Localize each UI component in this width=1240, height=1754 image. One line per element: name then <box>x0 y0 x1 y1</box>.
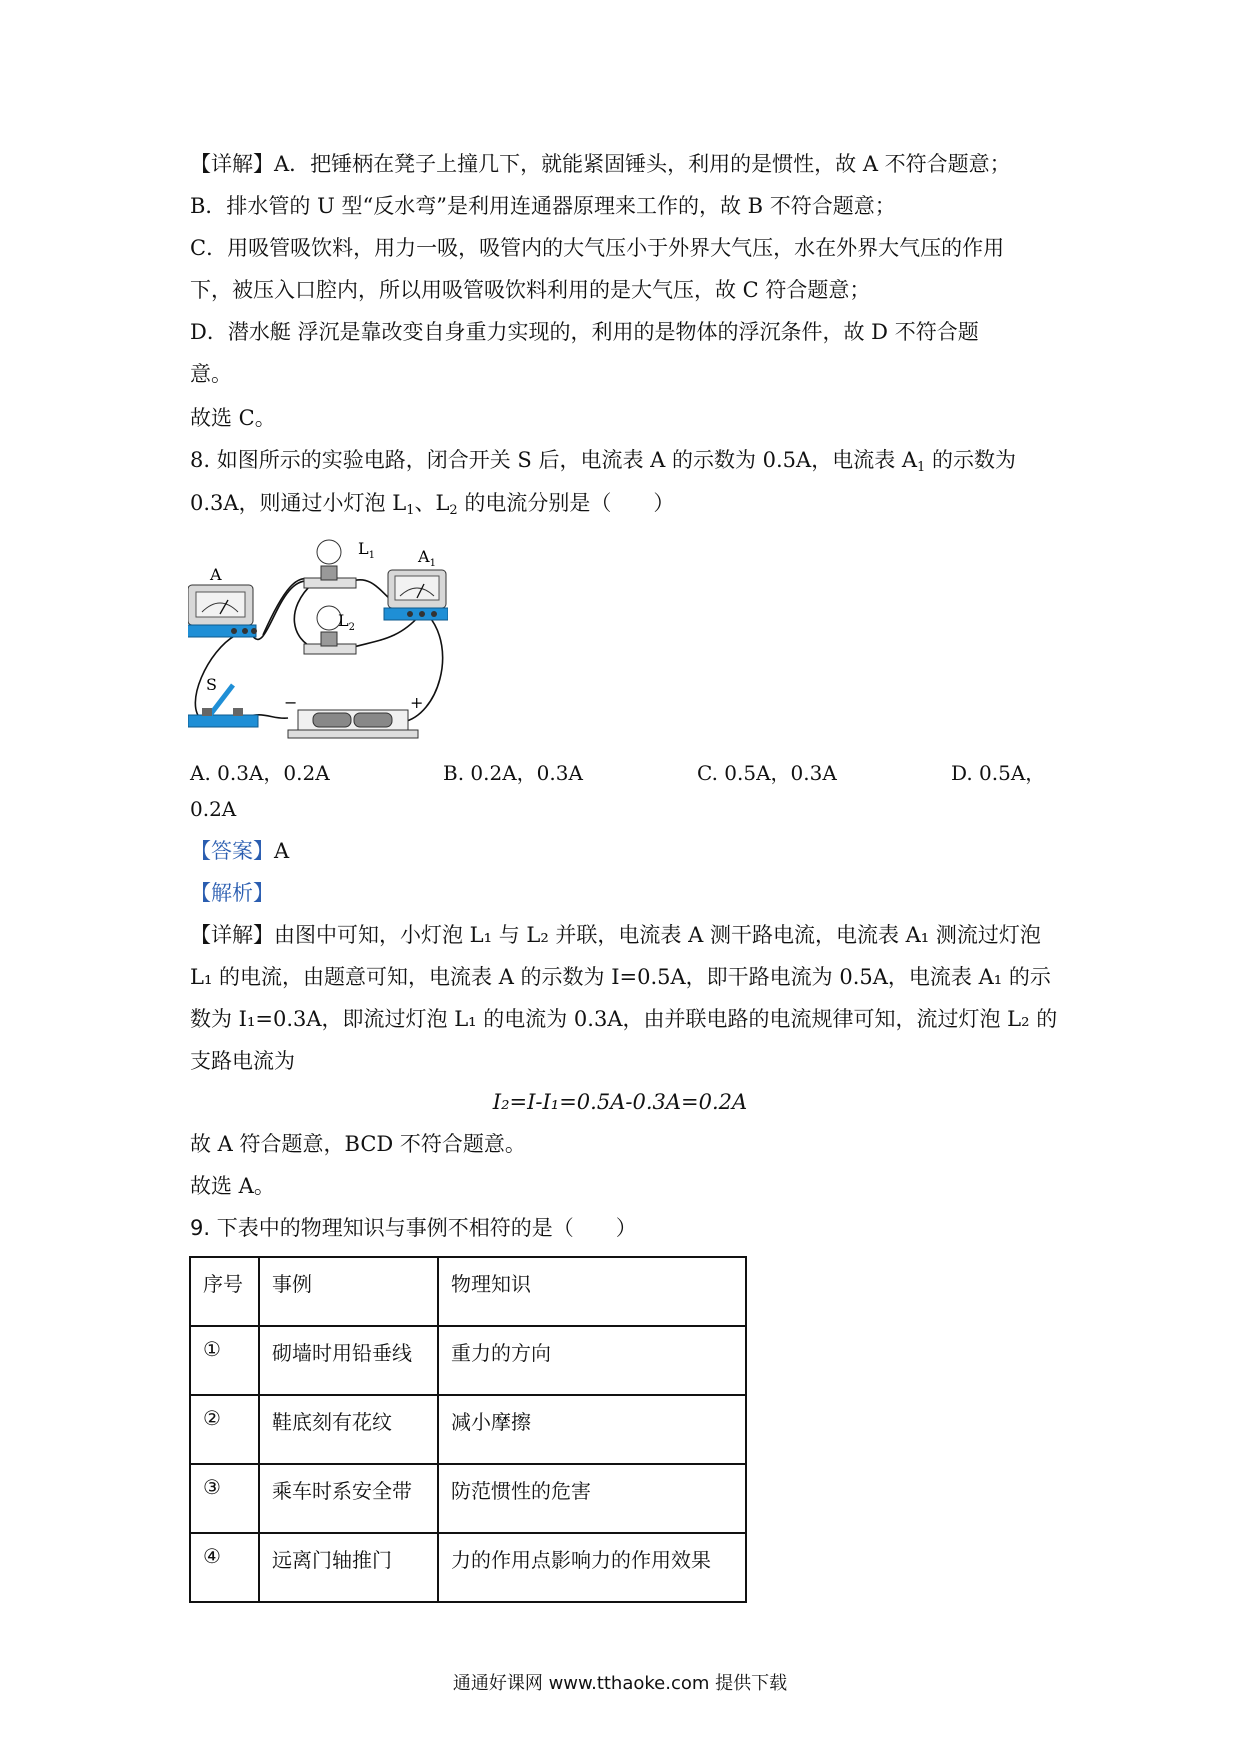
wire-l1-l2 <box>294 582 314 648</box>
table-header-cell: 事例 <box>259 1257 438 1326</box>
circuit-diagram <box>188 530 448 740</box>
switch-s-icon <box>188 685 258 727</box>
knowledge-table <box>189 1256 747 1603</box>
q8-stem-line2: 0.3A，则通过小灯泡 $L_1$、$L_2$ 的电流分别是（ ） <box>190 491 675 518</box>
q8-stem-line1: 8. 如图所示的实验电路，闭合开关 S 后，电流表 A 的示数为 0.5A，电流表 $A_1$ 的示数为 <box>190 448 1017 475</box>
option-b: B. 0.2A，0.3A <box>443 761 583 785</box>
option-c: C. 0.5A，0.3A <box>697 761 837 785</box>
page-footer: 通通好课网 www.tthaoke.com 提供下载 <box>452 1673 788 1694</box>
table-cell: 减小摩擦 <box>438 1395 746 1464</box>
table-cell: 乘车时系安全带 <box>259 1464 438 1533</box>
table-header-row <box>190 1257 746 1326</box>
table-cell: ④ <box>190 1533 259 1602</box>
q9-stem: 9. 下表中的物理知识与事例不相符的是（ ） <box>190 1216 637 1240</box>
q7-choose: 故选 C。 <box>190 406 276 430</box>
table-cell: ③ <box>190 1464 259 1533</box>
table-cell: ① <box>190 1326 259 1395</box>
q7-detail-line2: B．排水管的 U 型“反水弯”是利用连通器原理来工作的，故 B 不符合题意； <box>190 194 896 218</box>
label-a1: $A_1$ <box>418 547 436 569</box>
q8-answer: 【答案】A <box>190 839 290 863</box>
label-plus: + <box>410 693 424 712</box>
table-cell: 砌墙时用铅垂线 <box>259 1326 438 1395</box>
table-row <box>190 1326 746 1395</box>
table-row <box>190 1395 746 1464</box>
q8-choose: 故选 A。 <box>190 1174 275 1198</box>
q7-detail-line4: 下，被压入口腔内，所以用吸管吸饮料利用的是大气压，故 C 符合题意； <box>190 278 871 302</box>
table-cell: 远离门轴推门 <box>259 1533 438 1602</box>
q8-formula: I₂=I-I₁=0.5A-0.3A=0.2A <box>492 1090 748 1114</box>
table-cell: ② <box>190 1395 259 1464</box>
label-minus: − <box>284 693 298 712</box>
label-a: A <box>210 565 222 584</box>
q7-detail-line3: C．用吸管吸饮料，用力一吸，吸管内的大气压小于外界大气压，水在外界大气压的作用 <box>190 236 1005 260</box>
q8-detail-line1: 【详解】由图中可知，小灯泡 L₁ 与 L₂ 并联，电流表 A 测干路电流，电流表 A₁ 测流过灯泡 <box>190 923 1041 947</box>
q8-conclusion: 故 A 符合题意，BCD 不符合题意。 <box>190 1132 526 1156</box>
label-s: S <box>206 675 217 694</box>
ammeter-a-icon <box>188 585 257 637</box>
table-row <box>190 1464 746 1533</box>
q8-detail-line4: 支路电流为 <box>190 1049 295 1073</box>
table-cell: 力的作用点影响力的作用效果 <box>438 1533 746 1602</box>
q7-detail-line6: 意。 <box>190 362 232 386</box>
q8-analysis-tag: 【解析】 <box>190 881 274 905</box>
lamp-l1-icon <box>304 540 356 588</box>
ammeter-a1-icon <box>384 570 448 620</box>
table-cell: 重力的方向 <box>438 1326 746 1395</box>
q7-detail-line1: 【详解】A．把锤柄在凳子上撞几下，就能紧固锤头，利用的是惯性，故 A 不符合题意； <box>190 152 1011 176</box>
option-d-continued: 0.2A <box>190 797 237 821</box>
label-l2: $L_2$ <box>338 611 355 633</box>
q7-detail-line5: D．潜水艇 浮沉是靠改变自身重力实现的，利用的是物体的浮沉条件，故 D 不符合题 <box>190 320 979 344</box>
wire-a-l1-b <box>252 581 313 640</box>
label-l1: $L_1$ <box>358 539 375 561</box>
table-header-cell: 序号 <box>190 1257 259 1326</box>
table-cell: 鞋底刻有花纹 <box>259 1395 438 1464</box>
q8-detail-line2: L₁ 的电流，由题意可知，电流表 A 的示数为 I=0.5A，即干路电流为 0.5A，电流表 A₁ 的示 <box>190 965 1051 989</box>
table-header-cell: 物理知识 <box>438 1257 746 1326</box>
q8-detail-line3: 数为 I₁=0.3A，即流过灯泡 L₁ 的电流为 0.3A，由并联电路的电流规律可知，流过灯泡 L₂ 的 <box>190 1007 1058 1031</box>
option-d: D. 0.5A， <box>951 761 1046 785</box>
option-a: A. 0.3A，0.2A <box>190 761 330 785</box>
table-row <box>190 1533 746 1602</box>
table-cell: 防范惯性的危害 <box>438 1464 746 1533</box>
battery-icon <box>288 710 418 738</box>
